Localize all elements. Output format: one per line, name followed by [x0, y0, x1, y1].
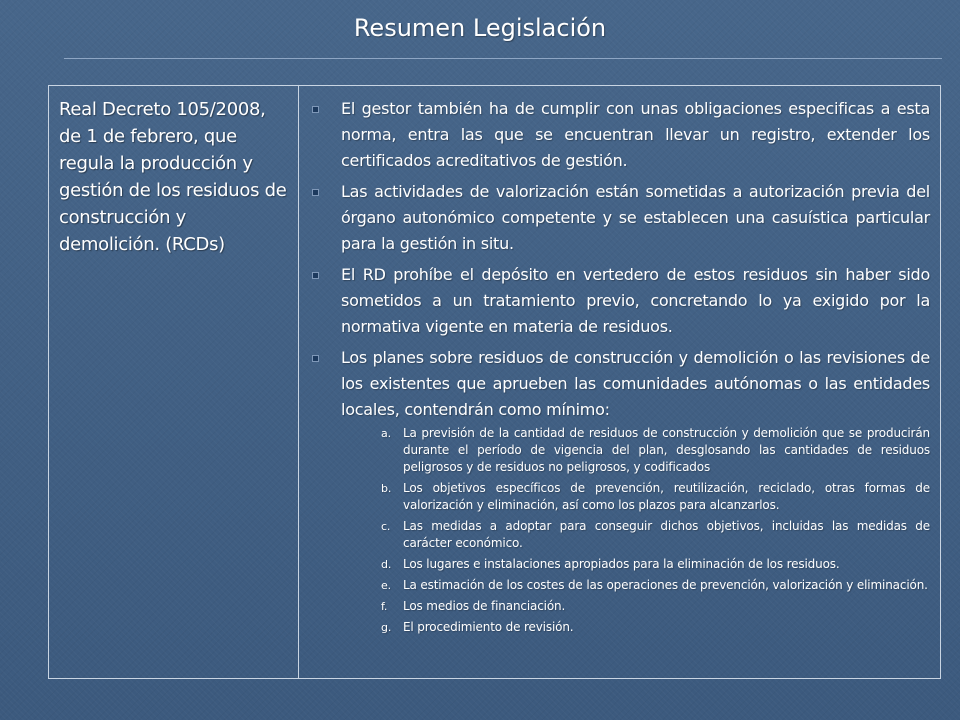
sub-item-text: Las medidas a adoptar para conseguir dichos objetivos, incluidas las medidas de carácter económico.: [403, 519, 930, 550]
title-divider: [64, 58, 942, 59]
sub-item-marker: g.: [381, 621, 392, 634]
sub-list: [341, 425, 930, 636]
law-title: Real Decreto 105/2008, de 1 de febrero, que regula la producción y gestión de los residuos de construcción y demolición. (RCDs): [59, 99, 287, 255]
sub-item-marker: a.: [381, 427, 391, 440]
sub-item-text: Los medios de financiación.: [403, 599, 566, 613]
sub-item: [341, 577, 930, 594]
square-bullet-icon: [312, 106, 319, 113]
sub-item-marker: e.: [381, 579, 391, 592]
sub-item: [341, 518, 930, 552]
bullet-text: El RD prohíbe el depósito en vertedero de estos residuos sin haber sido sometidos a un tratamiento previo, concretando lo ya exigido por la normativa vigente en materia de residuos.: [341, 265, 930, 336]
bullet-item: [311, 96, 930, 174]
bullet-text: El gestor también ha de cumplir con unas obligaciones especificas a esta norma, entra las que se encuentran llevar un registro, extender los certificados acreditativos de gestión.: [341, 99, 930, 170]
sub-item-text: Los objetivos específicos de prevención, reutilización, reciclado, otras formas de valorización y eliminación, así como los plazos para alcanzarlos.: [403, 481, 930, 512]
sub-item-text: La previsión de la cantidad de residuos de construcción y demolición que se producirán durante el período de vigencia del plan, desglosando las cantidades de residuos peligrosos y de residuos no peligrosos, y codificados: [403, 426, 930, 474]
bullet-text: Las actividades de valorización están sometidas a autorización previa del órgano autonómico competente y se establecen una casuística particular para la gestión in situ.: [341, 182, 930, 253]
slide-title: Resumen Legislación: [353, 14, 607, 42]
bullet-list: [311, 96, 930, 636]
sub-item-marker: c.: [381, 520, 391, 533]
square-bullet-icon: [312, 272, 319, 279]
sub-item-marker: b.: [381, 482, 392, 495]
sub-item: [341, 598, 930, 615]
sub-item-text: El procedimiento de revisión.: [403, 620, 574, 634]
sub-item-text: Los lugares e instalaciones apropiados para la eliminación de los residuos.: [403, 557, 840, 571]
sub-item-text: La estimación de los costes de las operaciones de prevención, valorización y eliminación.: [403, 578, 928, 592]
bullet-text: Los planes sobre residuos de construcción y demolición o las revisiones de los existentes que aprueben las comunidades autónomas o las entidades locales, contendrán como mínimo:: [341, 348, 930, 419]
summary-cell: [299, 86, 941, 679]
bullet-item: [311, 345, 930, 636]
law-cell: [49, 86, 299, 679]
square-bullet-icon: [312, 355, 319, 362]
sub-item: [341, 556, 930, 573]
sub-item-marker: f.: [381, 600, 388, 613]
sub-item: [341, 619, 930, 636]
bullet-item: [311, 262, 930, 340]
sub-item: [341, 480, 930, 514]
legislation-table: [48, 85, 941, 679]
square-bullet-icon: [312, 189, 319, 196]
bullet-item: [311, 179, 930, 257]
table-row: [49, 86, 941, 679]
sub-item-marker: d.: [381, 558, 392, 571]
sub-item: [341, 425, 930, 476]
